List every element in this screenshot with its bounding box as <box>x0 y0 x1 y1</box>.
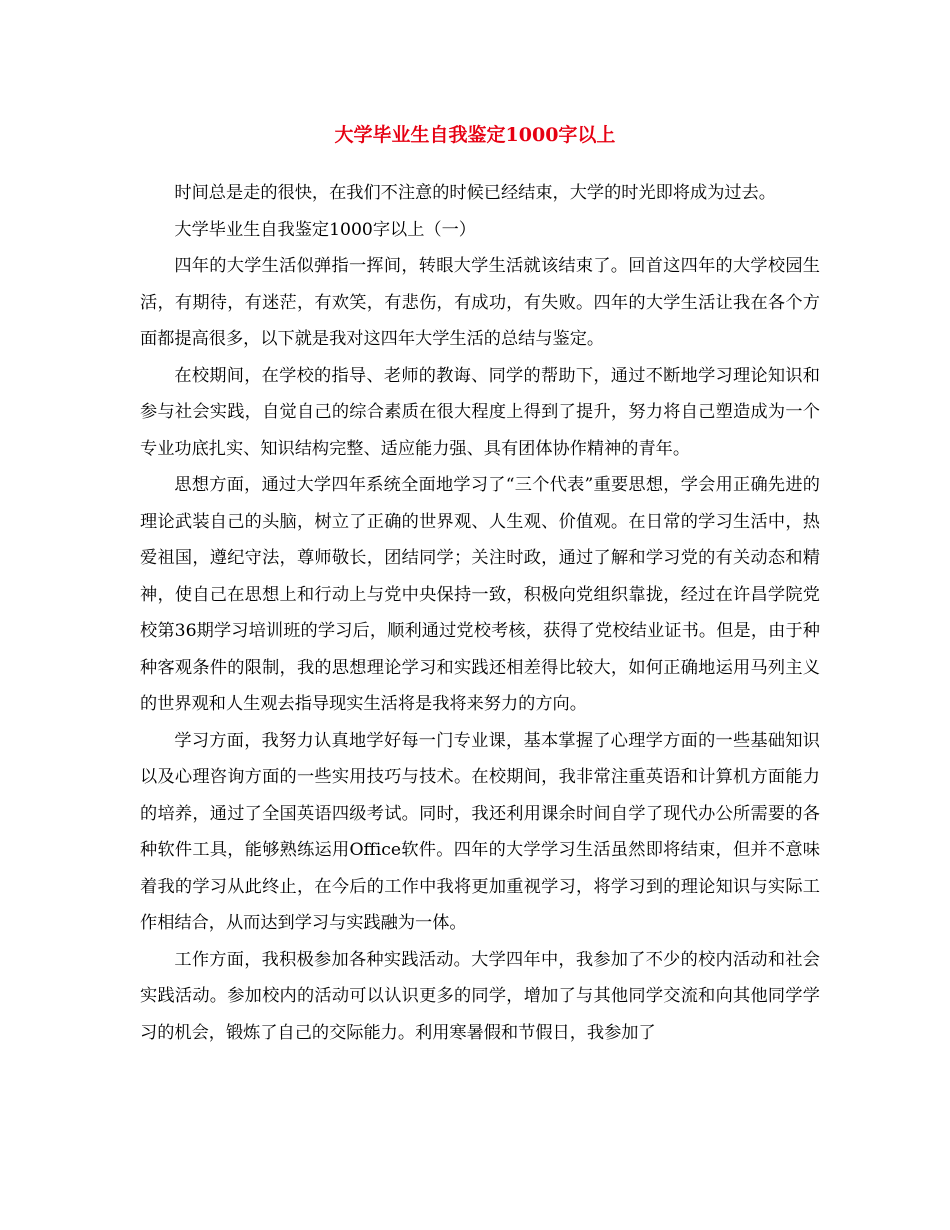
paragraph: 四年的大学生活似弹指一挥间，转眼大学生活就该结束了。回首这四年的大学校园生活，有期待，有迷茫，有欢笑，有悲伤，有成功，有失败。四年的大学生活让我在各个方面都提高很多，以下就是我对这四年大学生活的总结与鉴定。 <box>140 256 820 349</box>
paragraph: 工作方面，我积极参加各种实践活动。大学四年中，我参加了不少的校内活动和社会实践活动。参加校内的活动可以认识更多的同学，增加了与其他同学交流和向其他同学学习的机会，锻炼了自己的交际能力。利用寒暑假和节假日，我参加了 <box>140 949 820 1043</box>
paragraph: 时间总是走的很快，在我们不注意的时候已经结束，大学的时光即将成为过去。 <box>174 183 776 203</box>
paragraph: 思想方面，通过大学四年系统全面地学习了“三个代表”重要思想，学会用正确先进的理论武装自己的头脑，树立了正确的世界观、人生观、价值观。在日常的学习生活中，热爱祖国，遵纪守法，尊师敬长，团结同学；关注时政，通过了解和学习党的有关动态和精神，使自己在思想上和行动上与党中央保持一致，积极向党组织靠拢，经过在许昌学院党校第36期学习培训班的学习后，顺利通过党校考核，获得了党校结业证书。但是，由于种种客观条件的限制，我的思想理论学习和实践还相差得比较大，如何正确地运用马列主义的世界观和人生观去指导现实生活将是我将来努力的方向。 <box>140 475 820 714</box>
document-body <box>140 175 820 1051</box>
paragraph: 在校期间，在学校的指导、老师的教诲、同学的帮助下，通过不断地学习理论知识和参与社会实践，自觉自己的综合素质在很大程度上得到了提升，努力将自己塑造成为一个专业功底扎实、知识结构完整、适应能力强、具有团体协作精神的青年。 <box>140 365 820 459</box>
paragraph: 学习方面，我努力认真地学好每一门专业课，基本掌握了心理学方面的一些基础知识以及心理咨询方面的一些实用技巧与技术。在校期间，我非常注重英语和计算机方面能力的培养，通过了全国英语四级考试。同时，我还利用课余时间自学了现代办公所需要的各种软件工具，能够熟练运用Office软件。四年的大学学习生活虽然即将结束，但并不意味着我的学习从此终止，在今后的工作中我将更加重视学习，将学习到的理论知识与实际工作相结合，从而达到学习与实践融为一体。 <box>140 730 820 933</box>
document-title: 大学毕业生自我鉴定1000字以上 <box>334 124 616 146</box>
paragraph: 大学毕业生自我鉴定1000字以上（一） <box>174 219 476 240</box>
